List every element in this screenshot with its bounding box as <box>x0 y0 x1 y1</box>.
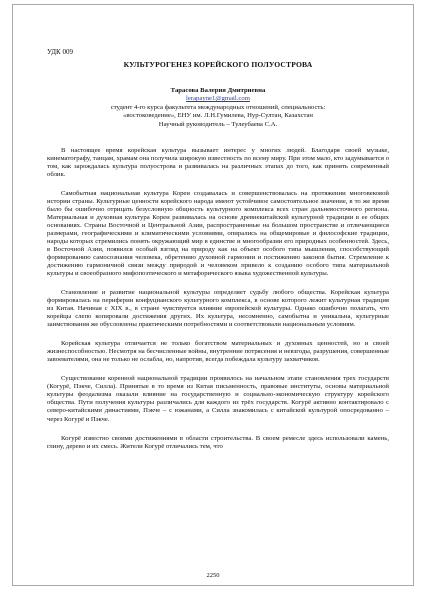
body-paragraph-2: Самобытная национальная культура Кореи создавалась и совершенствовалась на протяжении многовековой истории страны. Культурные ценности корейского народа имеют устойчивое самостоятельное значение, в то же время было бы ошибочно отрицать безусловную общность культурного комплекса всех стран дальневосточного региона. Материальная и духовная культура Кореи развивалась на основе древнекитайской культурной традиции в ее общих основаниях. Страны Восточной и Центральной Азии, распространенные на большом пространстве и отличающиеся размерами, географическими и климатическими условиями, опирались на общемировые и философские традиции, народы которых стремились понять окружающий мир в единстве и многообразии его природных особенностей. Здесь, в Восточной Азии, появился особый взгляд на природу как на объект особого типа мышления, способствующий формированию самосознания человека, обретению духовной гармонии и постижению законов бытия. Стремление к достижению гармоничной связи между природой и человеком привело к созданию особого типа материальной культуры и своеобразного мифопоэтического и метафорического языка художественной культуры. <box>47 190 389 278</box>
author-affiliation-line-1: студент 4-го курса факультета международных отношений, специальность: <box>110 103 326 111</box>
article-body <box>47 147 389 450</box>
page-number: 2250 <box>206 572 220 579</box>
author-block <box>47 87 389 129</box>
author-name: Тарасова Валерия Дмитриевна <box>170 87 266 95</box>
body-paragraph-3: Становление и развитие национальной культуры определяет судьбу любого общества. Корейская культура формировалась на периферии конфуцианского культурного комплекса, в основе которого лежит культурная традиция из Китая. Начиная с XIX в., в стране чувствуется влияние европейской культуры. Однако ошибочно полагать, что корейцы слепо копировали достижения других. Их культура, несомненно, самобытна и уникальна, культурные заимствования же обусловлены практическими потребностями и соответствовали национальным условиям. <box>47 289 389 329</box>
document-page <box>12 4 414 586</box>
author-affiliation-line-2: «востоковедение», ЕНУ им. Л.Н.Гумилева, Нур-Султан, Казахстан <box>122 112 314 120</box>
body-paragraph-5: Существование коренной национальной традиции проявилось на начальном этапе становления трех государств (Когурё, Пэкче, Силла). Принятые в то время из Китая письменность, правовые институты, основы материальной культуры феодализма оказали влияние на государственную и социально-экономическую структуру корейского общества. Пути получения культуры различались для каждого из трёх государств. Когурё активно контактировало с северо-китайскими династиями, Пэкче – с южанами, а Силла знакомилась с китайской культурой опосредованно – через Когурё и Пэкче. <box>47 375 389 423</box>
udk-code: УДК 009 <box>47 48 73 56</box>
body-paragraph-6: Когурё известно своими достижениями в области строительства. В своем ремесле здесь использовали камень, глину, дерево и их смесь. Жители Когурё отличались тем, что <box>47 434 389 450</box>
scientific-supervisor: Научный руководитель – Тулеубаева С.А. <box>158 120 278 128</box>
author-email-link[interactable]: lerapayne1@gmail.com <box>186 95 250 103</box>
body-paragraph-4: Корейская культура отличается не только богатством материальных и духовных ценностей, но и своей жизнеспособностью. Несмотря на бесчисленные войны, внутренние потрясения и невзгоды, разрушения, совершенные завоевателями, она не только не ослабла, но, напротив, всегда побеждала культуру захватчиков. <box>47 340 389 364</box>
body-paragraph-1: В настоящее время корейская культура вызывает интерес у многих людей. Благодаря своей музыке, кинематографу, танцам, храмам она получила широкую известность по всему миру. При этом мало, кто задумывается о том, как зарождалась культура полуострова и развивалась на различных этапах до того, как принять современный облик. <box>47 147 389 179</box>
article-title: КУЛЬТУРОГЕНЕЗ КОРЕЙСКОГО ПОЛУОСТРОВА <box>123 60 313 70</box>
document-content <box>47 48 389 462</box>
